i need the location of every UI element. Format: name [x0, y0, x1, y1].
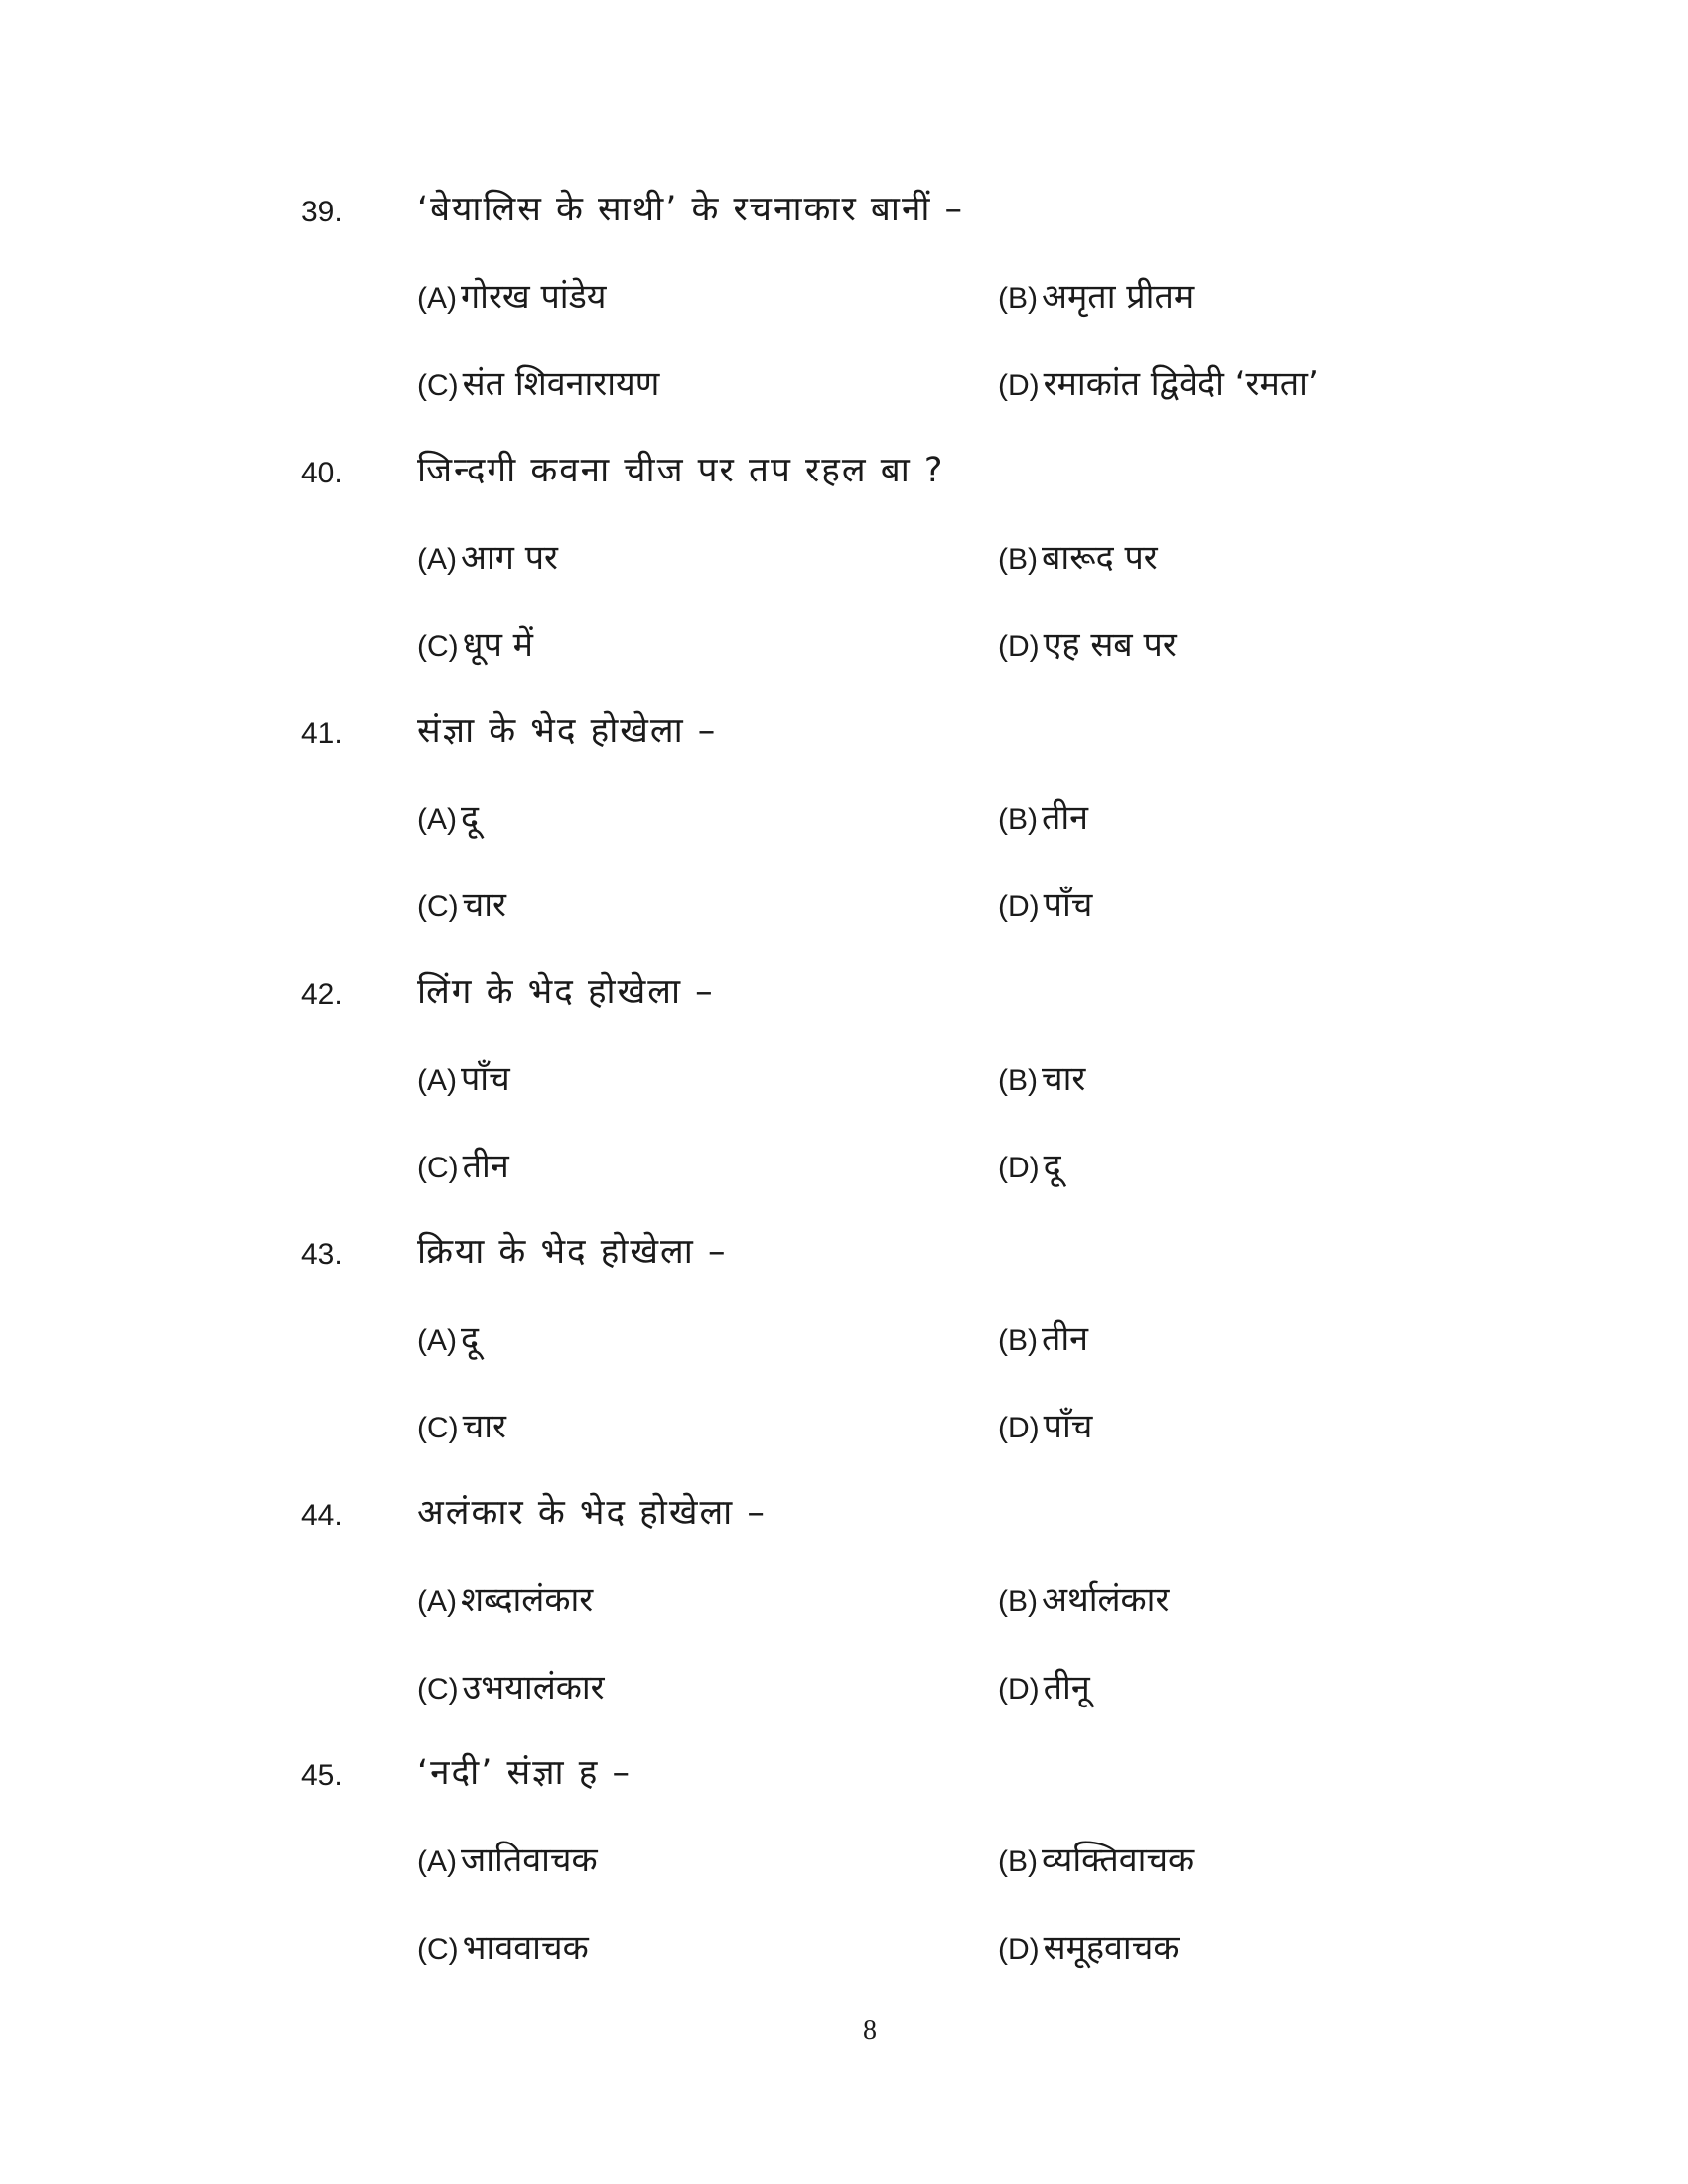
answer-option [417, 1404, 506, 1451]
option-letter: (A) [417, 803, 457, 836]
question-item [0, 175, 1688, 436]
page-number: 8 [863, 2015, 877, 2046]
option-letter: (D) [998, 369, 1040, 402]
option-letter: (C) [417, 629, 459, 663]
answer-option [998, 361, 1319, 409]
answer-option [998, 535, 1158, 583]
option-text: बारूद पर [1042, 537, 1158, 578]
question-text: अलंकार के भेद होखेला – [417, 1492, 767, 1533]
question-item [0, 436, 1688, 697]
question-text: ‘बेयालिस के साथी’ के रचनाकार बानीं – [417, 190, 965, 229]
option-letter: (C) [417, 1933, 459, 1966]
question-list [0, 175, 1688, 1999]
option-text: चार [1042, 1058, 1086, 1099]
option-text: अर्थालंकार [1042, 1579, 1170, 1620]
option-text: पाँच [1043, 886, 1093, 925]
answer-option [998, 1316, 1088, 1364]
option-letter: (C) [417, 1412, 459, 1444]
option-text: गोरख पांडेय [461, 277, 607, 317]
answer-option [417, 1144, 509, 1191]
answer-option [417, 1577, 593, 1625]
answer-option [417, 274, 607, 322]
option-text: समूहवाचक [1043, 1928, 1180, 1968]
option-text: व्यक्तिवाचक [1042, 1841, 1195, 1880]
answer-option [417, 1925, 589, 1973]
option-text: चार [462, 1407, 506, 1446]
option-letter: (A) [417, 282, 457, 315]
question-item [0, 1478, 1688, 1739]
question-text: क्रिया के भेद होखेला – [417, 1232, 728, 1272]
option-text: उभयालंकार [462, 1667, 605, 1707]
answer-option [417, 1665, 605, 1712]
option-letter: (D) [998, 1151, 1040, 1184]
option-letter: (D) [998, 1933, 1040, 1966]
option-text: दू [461, 798, 480, 838]
option-text: भाववाचक [462, 1928, 589, 1968]
option-letter: (A) [417, 1845, 457, 1878]
option-text: तीनू [1043, 1667, 1090, 1707]
option-letter: (D) [998, 1412, 1040, 1444]
option-text: आग पर [461, 537, 558, 578]
question-item [0, 1738, 1688, 1999]
option-text: तीन [1042, 1319, 1089, 1359]
answer-option [417, 535, 558, 583]
option-letter: (B) [998, 1845, 1038, 1878]
option-text: पाँच [1043, 1407, 1093, 1446]
answer-option [417, 1838, 598, 1885]
question-number: 39. [301, 196, 343, 228]
question-number: 41. [301, 717, 343, 750]
question-text: ‘नदी’ संज्ञा ह – [417, 1753, 632, 1793]
option-text: दू [461, 1319, 480, 1359]
answer-option [998, 1838, 1194, 1885]
answer-option [998, 1665, 1090, 1712]
answer-option [998, 883, 1092, 930]
answer-option [998, 1144, 1061, 1191]
option-letter: (B) [998, 542, 1038, 576]
answer-option [998, 1925, 1179, 1973]
option-letter: (A) [417, 1324, 457, 1357]
option-letter: (C) [417, 1151, 459, 1184]
option-letter: (C) [417, 1672, 459, 1706]
option-text: जातिवाचक [461, 1841, 598, 1880]
question-item [0, 957, 1688, 1218]
answer-option [998, 1056, 1085, 1104]
answer-option [417, 361, 659, 409]
option-letter: (A) [417, 1063, 457, 1097]
answer-option [417, 883, 506, 930]
answer-option [998, 274, 1194, 322]
option-letter: (B) [998, 1324, 1038, 1357]
option-text: तीन [1042, 798, 1089, 838]
question-number: 45. [301, 1759, 343, 1792]
option-letter: (D) [998, 1672, 1040, 1706]
option-text: रमाकांत द्विवेदी ‘रमता’ [1043, 364, 1319, 404]
option-text: दू [1043, 1146, 1061, 1186]
option-letter: (A) [417, 542, 457, 576]
option-letter: (B) [998, 282, 1038, 315]
option-letter: (B) [998, 803, 1038, 836]
option-letter: (D) [998, 629, 1040, 663]
option-text: एह सब पर [1043, 624, 1177, 665]
option-letter: (A) [417, 1584, 457, 1618]
question-text: संज्ञा के भेद होखेला – [417, 711, 718, 751]
option-letter: (D) [998, 890, 1040, 923]
question-item [0, 696, 1688, 957]
question-number: 40. [301, 456, 343, 489]
question-number: 42. [301, 977, 343, 1011]
option-text: धूप में [462, 624, 534, 665]
question-item [0, 1217, 1688, 1478]
option-letter: (B) [998, 1063, 1038, 1097]
option-letter: (C) [417, 369, 459, 402]
question-text: लिंग के भेद होखेला – [417, 971, 715, 1012]
answer-option [417, 1316, 479, 1364]
question-number: 43. [301, 1238, 343, 1271]
answer-option [998, 1404, 1092, 1451]
option-text: अमृता प्रीतम [1042, 277, 1195, 317]
question-number: 44. [301, 1498, 343, 1532]
option-text: तीन [462, 1146, 509, 1186]
option-text: चार [462, 886, 506, 925]
question-text: जिन्दगी कवना चीज पर तप रहल बा ? [417, 450, 945, 490]
option-text: शब्दालंकार [461, 1579, 594, 1620]
option-letter: (C) [417, 890, 459, 923]
answer-option [998, 1577, 1169, 1625]
answer-option [417, 1056, 510, 1104]
option-text: संत शिवनारायण [462, 364, 660, 404]
option-text: पाँच [461, 1058, 510, 1099]
answer-option [417, 795, 479, 843]
option-letter: (B) [998, 1584, 1038, 1618]
answer-option [998, 795, 1088, 843]
answer-option [417, 622, 533, 670]
answer-option [998, 622, 1177, 670]
